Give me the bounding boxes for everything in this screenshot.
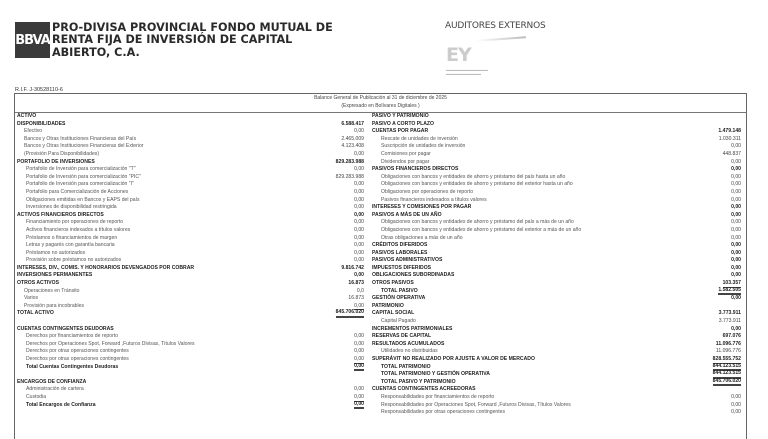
table-row <box>17 113 364 121</box>
row-label: Derechos por financiamientos de reporto <box>26 333 119 340</box>
row-label: PASIVOS LABORALES <box>372 249 428 256</box>
row-label: Préstamos no autorizados <box>26 249 86 256</box>
row-value: 3.773.911 <box>718 310 741 317</box>
row-label: GESTIÓN OPERATIVA <box>372 295 426 302</box>
row-label: PASIVOS ADMINISTRATIVOS <box>372 257 443 264</box>
row-label: ACTIVOS FINANCIEROS DIRECTOS <box>17 211 104 218</box>
table-row <box>372 402 741 410</box>
row-label: CUENTAS CONTINGENTES ACREEDORAS <box>372 386 476 393</box>
table-row <box>372 121 741 129</box>
table-row <box>372 159 741 167</box>
table-row <box>372 272 741 280</box>
table-row <box>372 204 741 212</box>
row-value: 11.096.776 <box>715 348 741 355</box>
row-label: CUENTAS CONTINGENTES DEUDORAS <box>17 325 114 332</box>
table-row <box>17 265 364 273</box>
row-label: INCREMENTOS PATRIMONIALES <box>372 325 453 332</box>
row-label: Obligaciones con bancos y entidades de ahorro y préstamo del exterior hasta un año <box>381 181 573 188</box>
row-spacer <box>17 371 364 379</box>
row-label: Responsabilidades por Operaciones Spot, Forward ,Futuros Divisas, Títulos Valores <box>381 401 571 408</box>
row-value: 4.123.408 <box>341 143 364 150</box>
row-value: 0,00 <box>354 196 364 203</box>
table-row <box>17 310 364 318</box>
table-row <box>372 227 741 235</box>
row-value: 844.123.515 <box>713 364 741 372</box>
row-label: Derechos por Operaciones Spot, Forward ,Futuros Divisas, Títulos Valores <box>26 340 195 347</box>
table-row <box>372 250 741 258</box>
row-label: Bancos y Otras Instituciones Financieras del País <box>24 135 137 142</box>
row-value: 16.873 <box>348 295 364 302</box>
table-row <box>372 295 741 303</box>
row-value: 0,00 <box>354 234 364 241</box>
row-value: 103.357 <box>722 280 741 287</box>
row-value: 6.588.417 <box>341 120 364 127</box>
row-value: 2.465.009 <box>341 135 364 142</box>
table-row <box>17 136 364 144</box>
row-label: Comisiones por pagar <box>381 150 431 157</box>
table-row <box>17 295 364 303</box>
table-row <box>17 386 364 394</box>
row-label: Portafolio de Inversión para comercialización "I" <box>26 181 134 188</box>
row-value: 0,00 <box>354 356 364 362</box>
row-label: Portafolio de Inversión para comercialización "PIC" <box>26 173 141 180</box>
table-row <box>17 394 364 402</box>
row-label: Operaciones en Tránsito <box>24 287 80 294</box>
table-row <box>372 280 741 288</box>
row-label: Capital Pagado <box>381 318 416 325</box>
row-label: SUPERÁVIT NO REALIZADO POR AJUSTE A VALOR DE MERCADO <box>372 356 535 362</box>
row-label: DISPONIBILIDADES <box>17 120 66 127</box>
company-name <box>52 22 333 59</box>
table-row <box>372 212 741 220</box>
row-value: 1.030.311 <box>718 135 741 142</box>
table-row <box>17 235 364 243</box>
ey-logo: EY <box>446 44 471 66</box>
row-label: Préstamos o financiamientos de margen <box>26 234 118 241</box>
row-label: Dividendos por pagar <box>381 158 430 165</box>
table-row <box>372 371 741 379</box>
row-label: INTERESES, DIV., COMIS. Y HONORARIOS DEVENGADOS POR COBRAR <box>17 264 195 271</box>
row-label: Responsabilidades por otras operaciones contingentes <box>381 409 506 416</box>
row-label: Custodia <box>26 393 47 400</box>
table-row <box>372 265 741 273</box>
row-value: 697.076 <box>722 333 741 340</box>
row-label: Pasivos financieros indexados a títulos valores <box>381 196 487 203</box>
row-label: Responsabilidades por financiamientos de reporto <box>381 393 495 400</box>
row-value: 0,00 <box>354 302 364 309</box>
row-label: Obligaciones emitidas en Bancos y EAPS del país <box>26 196 140 203</box>
row-value: 0,00 <box>731 143 741 150</box>
table-row <box>372 189 741 197</box>
row-value: 0,00 <box>354 242 364 249</box>
ey-beam-graphic <box>476 36 526 41</box>
row-label: Utilidades no distribuidas <box>381 348 438 355</box>
row-label: Bancos y Otras Instituciones Financieras del Exterior <box>24 143 144 150</box>
company-name-line: ABIERTO, C.A. <box>52 45 140 59</box>
table-row <box>372 166 741 174</box>
table-row <box>17 356 364 364</box>
table-row <box>17 227 364 235</box>
table-row <box>17 250 364 258</box>
row-value: 0,00 <box>354 166 364 173</box>
row-label: CUENTAS POR PAGAR <box>372 128 429 135</box>
row-label: PASIVOS FINANCIEROS DIRECTOS <box>372 166 459 173</box>
row-label: Derechos por otras operaciones contingentes <box>26 356 129 362</box>
row-label: TOTAL ACTIVO <box>17 310 54 317</box>
table-row <box>372 386 741 394</box>
row-value: 0,00 <box>354 402 364 410</box>
table-row <box>17 159 364 167</box>
table-row <box>372 356 741 364</box>
row-value: 0,00 <box>354 204 364 211</box>
table-row <box>17 333 364 341</box>
row-value: 0,0 <box>356 287 364 294</box>
row-value: 0,00 <box>354 386 364 393</box>
row-value: 0,00 <box>354 211 364 218</box>
table-row <box>17 341 364 349</box>
row-value: 1.582.505 <box>718 288 741 296</box>
row-value: 0,00 <box>731 257 741 264</box>
table-row <box>372 257 741 265</box>
table-row <box>17 219 364 227</box>
row-label: Inversiones de disponibilidad restringida <box>26 204 117 211</box>
table-row <box>372 326 741 334</box>
table-row <box>17 143 364 151</box>
row-value: 844.123.515 <box>713 371 741 379</box>
table-row <box>17 181 364 189</box>
row-value: 0,00 <box>731 196 741 203</box>
table-row <box>17 128 364 136</box>
row-label: Otras obligaciones a más de un año <box>381 234 463 241</box>
row-label: INTERESES Y COMISIONES POR PAGAR <box>372 204 472 211</box>
table-row <box>372 143 741 151</box>
row-value: 829.283.988 <box>335 158 364 165</box>
row-value: 0,00 <box>731 409 741 416</box>
row-value: 0,00 <box>731 295 741 302</box>
row-spacer <box>17 318 364 326</box>
company-name-line: PRO-DIVISA PROVINCIAL FONDO MUTUAL DE <box>52 21 333 34</box>
table-row <box>17 121 364 129</box>
row-label: Financiamiento por operaciones de reporto <box>26 219 124 226</box>
row-label: ENCARGOS DE CONFIANZA <box>17 378 87 385</box>
row-label: Portafolio de Inversión para comercialización "T" <box>26 166 136 173</box>
row-value: 3.773.911 <box>718 318 741 325</box>
row-label: INVERSIONES PERMANENTES <box>17 272 93 279</box>
row-value: 11.096.776 <box>715 340 741 347</box>
row-value: 845.706.020 <box>713 379 741 387</box>
row-label: Provisión sobre préstamos no autorizados <box>26 257 122 264</box>
row-value: 0,00 <box>354 188 364 195</box>
table-row <box>372 174 741 182</box>
row-value: 0,00 <box>731 158 741 165</box>
table-row <box>372 341 741 349</box>
row-label: Varios <box>24 295 39 302</box>
ey-logo-subtext: ▬▬▬▬▬▬▬▬▬▬▬▬ ▬▬▬▬▬▬▬▬▬▬ <box>446 68 488 76</box>
row-value: 0,00 <box>354 128 364 135</box>
row-label: Administración de cartera <box>26 386 84 393</box>
row-value: 0,00 <box>354 249 364 256</box>
row-value: 0,00 <box>354 257 364 264</box>
table-row <box>372 310 741 318</box>
row-value: 0,00 <box>731 249 741 256</box>
row-label: PORTAFOLIO DE INVERSIONES <box>17 158 95 165</box>
row-value: 0,00 <box>731 166 741 173</box>
row-value: 9.816.742 <box>341 264 364 271</box>
table-row <box>17 402 364 410</box>
row-label: Obligaciones con bancos y entidades de ahorro y préstamo del país hasta un año <box>381 173 566 180</box>
row-label: Portafolio para Comercialización de Acciones <box>26 188 129 195</box>
row-label: PASIVOS A MÁS DE UN AÑO <box>372 211 442 218</box>
table-row <box>372 128 741 136</box>
row-value: 0,00 <box>731 219 741 226</box>
row-value: 0,00 <box>354 272 364 279</box>
row-label: Activos financieros indexados a títulos valores <box>26 226 131 233</box>
row-value: 828.555.752 <box>712 356 741 362</box>
row-label: OBLIGACIONES SUBORDINADAS <box>372 272 455 279</box>
row-label: Total Cuentas Contingentes Deudoras <box>26 363 119 370</box>
table-row <box>372 379 741 387</box>
row-value: 0,00 <box>354 226 364 233</box>
table-row <box>372 409 741 417</box>
row-label: RESERVAS DE CAPITAL <box>372 333 432 340</box>
row-label: PATRIMONIO <box>372 302 404 309</box>
company-name-line: RENTA FIJA DE INVERSIÓN DE CAPITAL <box>52 33 293 47</box>
row-value: 0,00 <box>731 181 741 188</box>
row-label: TOTAL PATRIMONIO <box>381 363 431 370</box>
row-value: 0,00 <box>354 348 364 355</box>
table-row <box>17 189 364 197</box>
table-row <box>17 197 364 205</box>
row-label: Provisión para incobrables <box>24 302 85 309</box>
row-value: 448.837 <box>722 150 741 157</box>
row-value: 0,00 <box>731 234 741 241</box>
liabilities-equity-column <box>372 113 741 417</box>
row-value: 0,00 <box>731 204 741 211</box>
row-value: 0,00 <box>731 242 741 249</box>
row-value: 0,00 <box>731 173 741 180</box>
row-label: ACTIVO <box>17 113 37 119</box>
row-label: RESULTADOS ACUMULADOS <box>372 340 445 347</box>
table-row <box>372 318 741 326</box>
row-value: 0,00 <box>354 340 364 347</box>
table-row <box>372 151 741 159</box>
row-label: Derechos por otras operaciones contingentes <box>26 348 129 355</box>
row-label: CAPITAL SOCIAL <box>372 310 415 317</box>
row-label: Obligaciones con bancos y entidades de ahorro y préstamo del exterior a más de un año <box>381 226 582 233</box>
row-value: 0,00 <box>354 219 364 226</box>
auditors-label: AUDITORES EXTERNOS <box>445 21 546 31</box>
row-label: OTROS PASIVOS <box>372 280 414 287</box>
table-row <box>372 288 741 296</box>
row-label: TOTAL PATRIMONIO Y GESTIÓN OPERATIVA <box>381 371 490 378</box>
row-value: 0,00 <box>731 188 741 195</box>
row-label: Obligaciones por operaciones de reporto <box>381 188 474 195</box>
row-label: Total Encargos de Confianza <box>26 401 96 408</box>
table-row <box>372 197 741 205</box>
row-value: 0,00 <box>731 325 741 332</box>
row-label: IMPUESTOS DIFERIDOS <box>372 264 432 271</box>
table-row <box>17 212 364 220</box>
row-value: 0,00 <box>354 150 364 157</box>
row-value: 0,00 <box>354 181 364 188</box>
table-row <box>17 204 364 212</box>
table-row <box>372 136 741 144</box>
table-row <box>17 379 364 387</box>
row-value: 0,00 <box>354 333 364 340</box>
table-row <box>17 280 364 288</box>
table-row <box>17 303 364 311</box>
row-value: 0,00 <box>731 272 741 279</box>
row-value: 0,00 <box>731 393 741 400</box>
table-row <box>372 235 741 243</box>
row-value: 829.283.988 <box>335 173 364 180</box>
row-value: 845.706.020 <box>336 310 364 318</box>
table-row <box>17 348 364 356</box>
row-label: CRÉDITOS DIFERIDOS <box>372 242 428 249</box>
row-value: 16.873 <box>348 280 364 287</box>
rif-number: R.I.F. J-30528110-6 <box>15 87 63 93</box>
statement-subtitle: (Expresado en Bolívares Digitales ) <box>341 103 420 109</box>
row-value: 0,00 <box>731 226 741 233</box>
table-row <box>372 303 741 311</box>
table-row <box>372 242 741 250</box>
table-row <box>17 242 364 250</box>
table-row <box>17 166 364 174</box>
statement-title: Balance General de Publicación al 31 de diciembre de 2025 <box>314 95 447 101</box>
balance-sheet-table <box>14 93 747 439</box>
assets-column <box>17 113 364 409</box>
row-label: TOTAL PASIVO Y PATRIMONIO <box>381 378 456 385</box>
row-value: 1.479.148 <box>718 128 741 135</box>
table-row <box>372 394 741 402</box>
row-label: Suscripción de unidades de inversión <box>381 143 466 150</box>
table-row <box>372 113 741 121</box>
row-label: Obligaciones con bancos y entidades de ahorro y préstamo del país a más de un año <box>381 219 574 226</box>
table-row <box>372 333 741 341</box>
table-row <box>17 288 364 296</box>
row-label: TOTAL PASIVO <box>381 287 418 294</box>
table-row <box>17 364 364 372</box>
row-value: 0,00 <box>731 211 741 218</box>
table-row <box>17 326 364 334</box>
table-row <box>17 151 364 159</box>
row-label: (Provisión Para Disponibilidades) <box>24 150 100 157</box>
table-row <box>17 257 364 265</box>
table-row <box>372 181 741 189</box>
row-value: 0,00 <box>731 264 741 271</box>
row-label: Efectivo <box>24 128 43 135</box>
table-row <box>17 174 364 182</box>
table-row <box>372 219 741 227</box>
bbva-logo: BBVA <box>15 22 50 58</box>
row-value: 0,00 <box>354 364 364 372</box>
table-row <box>17 272 364 280</box>
table-row <box>372 348 741 356</box>
row-label: Rescate de unidades de inversión <box>381 135 458 142</box>
row-label: PASIVO A CORTO PLAZO <box>372 120 434 127</box>
row-value: 0,00 <box>731 401 741 408</box>
row-value: 0,00 <box>354 393 364 400</box>
row-label: OTROS ACTIVOS <box>17 280 59 287</box>
row-label: PASIVO Y PATRIMONIO <box>372 113 429 119</box>
row-label: Letras y pagarés con garantía bancaria <box>26 242 115 249</box>
